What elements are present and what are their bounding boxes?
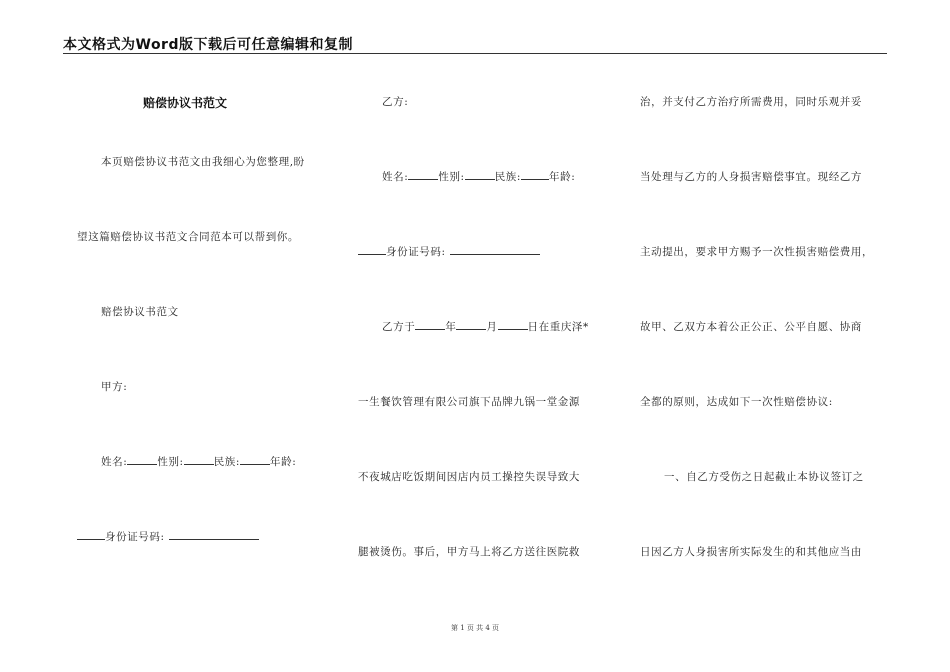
year-blank [415, 319, 445, 330]
gender-label: 性别: [438, 171, 465, 183]
intro-line-1: 本页赔偿协议书范文由我细心为您整理,盼 [101, 156, 305, 168]
ethnic-blank [240, 454, 270, 465]
document-title: 赔偿协议书范文 [143, 96, 228, 110]
ethnic-blank [521, 169, 549, 180]
incident-date-line [382, 319, 589, 334]
day-blank [498, 319, 528, 330]
intro-line-2: 望这篇赔偿协议书范文合同范本可以帮到你。 [77, 231, 299, 243]
party-b-label: 乙方: [382, 96, 409, 108]
date-suffix: 日在重庆泽* [527, 321, 589, 333]
month-label: 月 [486, 321, 498, 333]
age-label: 年龄: [270, 456, 297, 468]
name-label: 姓名: [101, 456, 128, 468]
ethnic-label: 民族: [494, 171, 522, 183]
body-line: 当处理与乙方的人身损害赔偿事宜。现经乙方 [640, 171, 862, 183]
month-blank [456, 319, 486, 330]
year-label: 年 [445, 321, 457, 333]
gender-blank [465, 169, 495, 180]
name-blank [408, 169, 438, 180]
name-label: 姓名: [382, 171, 409, 183]
body-line: 一生餐饮管理有限公司旗下品牌九锅一堂金源 [358, 396, 580, 408]
party-a-label: 甲方: [101, 381, 128, 393]
age-label: 年龄: [549, 171, 576, 183]
id-label: 身份证号码: [105, 531, 165, 543]
body-line: 治，并支付乙方治疗所需费用，同时乐观并妥 [640, 96, 862, 108]
id-blank [450, 244, 540, 255]
body-line: 全都的原则，达成如下一次性赔偿协议: [640, 396, 833, 408]
party-b-id-line [358, 244, 540, 259]
document-header: 本文格式为Word版下载后可任意编辑和复制 [63, 37, 353, 53]
ethnic-label: 民族: [213, 456, 241, 468]
body-line: 主动提出，要求甲方赐予一次性损害赔偿费用， [640, 246, 874, 258]
party-a-info-line [101, 454, 296, 469]
page-number: 第 1 页 共 4 页 [450, 624, 500, 632]
gender-label: 性别: [157, 456, 184, 468]
name-blank [127, 454, 157, 465]
gender-blank [184, 454, 214, 465]
id-prefix-blank [358, 244, 386, 255]
clause-one-start: 一、自乙方受伤之日起截止本协议签订之 [664, 471, 864, 483]
body-line: 腿被烫伤。事后，甲方马上将乙方送往医院救 [358, 546, 580, 558]
body-line: 日因乙方人身损害所实际发生的和其他应当由 [640, 546, 862, 558]
section-subtitle: 赔偿协议书范文 [101, 306, 179, 318]
id-label: 身份证号码: [386, 246, 446, 258]
party-b-info-line [382, 169, 575, 184]
id-blank [169, 529, 259, 540]
date-prefix: 乙方于 [382, 321, 416, 333]
body-line: 不夜城店吃饭期间因店内员工操控失误导致大 [358, 471, 580, 483]
body-line: 故甲、乙双方本着公正公正、公平自愿、协商 [640, 321, 862, 333]
id-prefix-blank [77, 529, 105, 540]
party-a-id-line [77, 529, 259, 544]
header-divider [63, 53, 887, 54]
